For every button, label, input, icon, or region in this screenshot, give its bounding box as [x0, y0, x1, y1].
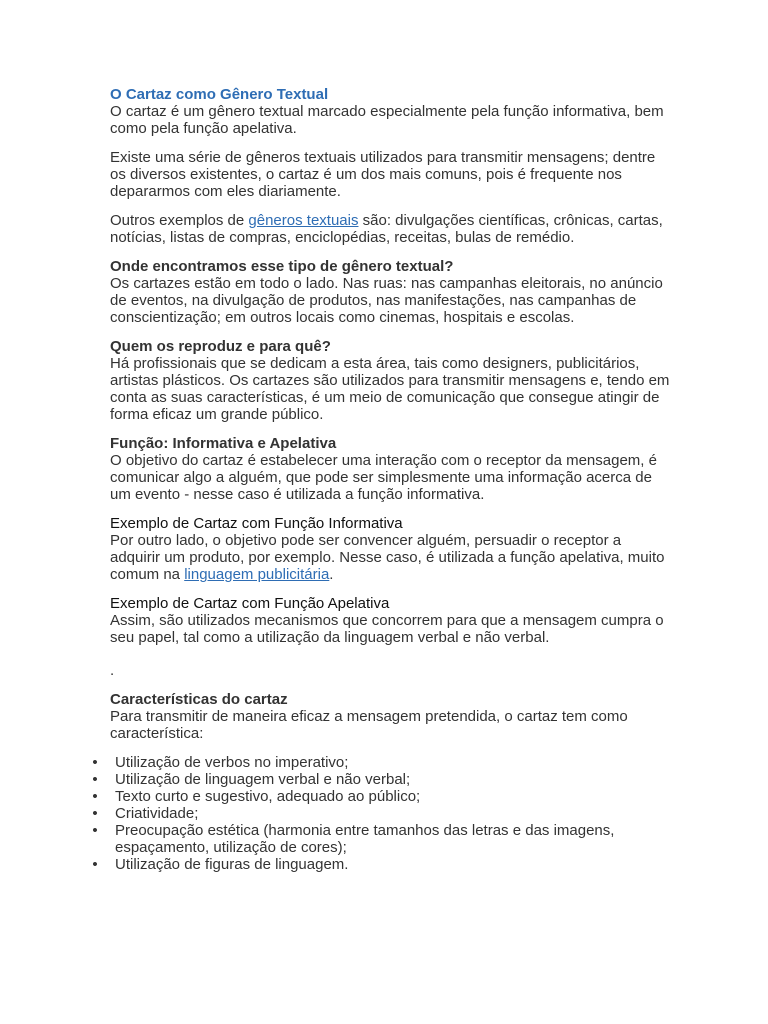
features-text: Para transmitir de maneira eficaz a mensagem pretendida, o cartaz tem como característica:	[110, 708, 628, 742]
who-text: Há profissionais que se dedicam a esta área, tais como designers, publicitários, artistas plásticos. Os cartazes são utilizados para transmitir mensagens e, tendo em conta as suas características, é um meio de comunicação que consegue atingir de forma eficaz um grande público.	[110, 355, 670, 423]
example-info-after: .	[329, 566, 334, 583]
list-item	[90, 856, 650, 873]
example-apel-heading: Exemplo de Cartaz com Função Apelativa	[110, 595, 390, 612]
paragraph-3-after: são: divulgações científicas, crônicas, cartas, notícias, listas de compras, enciclopédias, receitas, bulas de remédio.	[110, 212, 663, 246]
function-text: O objetivo do cartaz é estabelecer uma interação com o receptor da mensagem, é comunicar algo a alguém, que pode ser simplesmente uma informação acerca de um evento - nesse caso é utilizada a função informativa.	[110, 452, 657, 503]
list-item	[90, 805, 650, 822]
intro-section	[110, 86, 670, 137]
where-heading: Onde encontramos esse tipo de gênero textual?	[110, 258, 454, 275]
example-info-before: Por outro lado, o objetivo pode ser convencer alguém, persuadir o receptor a adquirir um produto, por exemplo. Nesse caso, é utilizada a função apelativa, muito comum na	[110, 532, 665, 583]
list-item	[90, 788, 650, 805]
features-section	[110, 691, 670, 742]
linguagem-publicitaria-link[interactable]: linguagem publicitária	[184, 566, 330, 583]
example-apel-text: Assim, são utilizados mecanismos que concorrem para que a mensagem cumpra o seu papel, tal como a utilização da linguagem verbal e não verbal.	[110, 612, 664, 646]
bullet-icon: •	[92, 856, 98, 873]
example-info-section	[110, 515, 670, 583]
list-item-text: Utilização de linguagem verbal e não verbal;	[115, 771, 411, 788]
list-item-text: Criatividade;	[115, 805, 199, 822]
where-section	[110, 258, 670, 326]
list-item	[90, 771, 650, 788]
bullet-icon: •	[92, 754, 98, 771]
example-apel-section	[110, 595, 670, 646]
intro-paragraph: O cartaz é um gênero textual marcado especialmente pela função informativa, bem como pela função apelativa.	[110, 103, 664, 137]
paragraph-3-before: Outros exemplos de	[110, 212, 249, 229]
document-body	[92, 86, 670, 873]
bullet-icon: •	[92, 771, 98, 788]
function-heading: Função: Informativa e Apelativa	[110, 435, 337, 452]
paragraph-2-section	[110, 149, 670, 200]
list-item-text: Texto curto e sugestivo, adequado ao público;	[115, 788, 421, 805]
where-text: Os cartazes estão em todo o lado. Nas ruas: nas campanhas eleitorais, no anúncio de eventos, na divulgação de produtos, nas manifestações, nas campanhas de conscientização; em outros locais como cinemas, hospitais e escolas.	[110, 275, 663, 326]
list-item	[90, 754, 650, 771]
bullet-icon: •	[92, 805, 98, 822]
generos-textuais-link[interactable]: gêneros textuais	[248, 212, 359, 229]
paragraph-3-section	[110, 212, 670, 246]
list-item-text: Utilização de figuras de linguagem.	[115, 856, 349, 873]
list-item-text: Utilização de verbos no imperativo;	[115, 754, 349, 771]
list-item-text: Preocupação estética (harmonia entre tamanhos das letras e das imagens, espaçamento, utilização de cores);	[115, 822, 615, 856]
paragraph-2: Existe uma série de gêneros textuais utilizados para transmitir mensagens; dentre os diversos existentes, o cartaz é um dos mais comuns, pois é frequente nos depararmos com eles diariamente.	[110, 149, 656, 200]
bullet-icon: •	[92, 822, 98, 839]
features-heading: Características do cartaz	[110, 691, 288, 708]
list-item	[90, 822, 650, 856]
who-section	[110, 338, 670, 423]
bullet-icon: •	[92, 788, 98, 805]
example-info-heading: Exemplo de Cartaz com Função Informativa	[110, 515, 403, 532]
dot-separator: .	[110, 662, 115, 679]
function-section	[110, 435, 670, 503]
who-heading: Quem os reproduz e para quê?	[110, 338, 331, 355]
document-title: O Cartaz como Gênero Textual	[110, 86, 329, 103]
example-info-text	[110, 532, 670, 583]
features-list	[90, 754, 650, 873]
paragraph-3	[110, 212, 670, 246]
